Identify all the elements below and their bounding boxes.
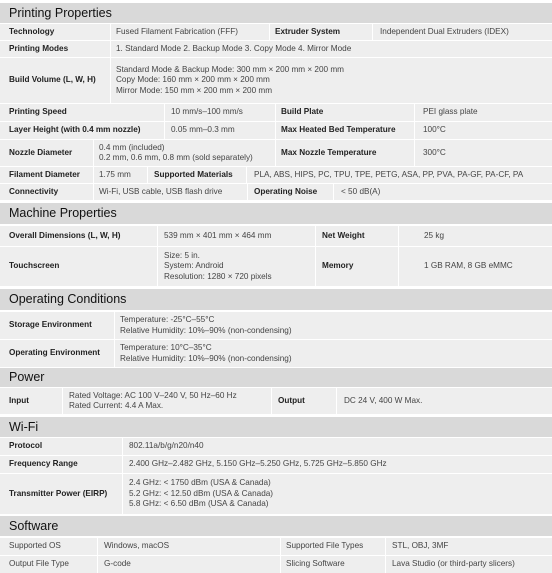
output-label: Output [278, 395, 305, 405]
max-nozzle-temp-value: 300°C [423, 147, 446, 157]
section-power: Power [0, 368, 552, 387]
supported-materials-value: PLA, ABS, HIPS, PC, TPU, TPE, PETG, ASA, PP, PVA, PA-GF, PA-CF, PA [254, 169, 524, 179]
row-connectivity [0, 184, 552, 200]
row-printing-modes [0, 41, 552, 57]
touchscreen-label: Touchscreen [9, 261, 60, 271]
operating-environment-label: Operating Environment [9, 348, 100, 358]
nozzle-diameter-line: 0.2 mm, 0.6 mm, 0.8 mm (sold separately) [99, 153, 253, 162]
build-volume-line: Mirror Mode: 150 mm × 200 mm × 200 mm [116, 85, 273, 95]
build-plate-value: PEI glass plate [423, 107, 478, 117]
section-wifi: Wi-Fi [0, 417, 552, 437]
storage-environment-line: Relative Humidity: 10%–90% (non-condensing) [120, 325, 292, 335]
operating-environment-line: Temperature: 10°C–35°C [120, 343, 212, 352]
transmitter-power-line: 5.2 GHz: < 12.50 dBm (USA & Canada) [129, 488, 274, 498]
nozzle-diameter-line: 0.4 mm (included) [99, 142, 165, 152]
printing-modes-label: Printing Modes [9, 43, 69, 53]
output-file-type-value: G-code [104, 559, 131, 569]
supported-file-types-label: Supported File Types [286, 541, 364, 551]
nozzle-diameter-value [99, 140, 253, 166]
operating-noise-label: Operating Noise [254, 186, 318, 196]
section-printing-properties: Printing Properties [0, 3, 552, 23]
net-weight-label: Net Weight [322, 230, 365, 240]
connectivity-value: Wi-Fi, USB cable, USB flash drive [99, 186, 223, 196]
overall-dimensions-value: 539 mm × 401 mm × 464 mm [164, 230, 272, 240]
protocol-label: Protocol [9, 441, 43, 451]
section-software: Software [0, 516, 552, 536]
transmitter-power-line: 5.8 GHz: < 6.50 dBm (USA & Canada) [129, 499, 269, 509]
max-nozzle-temp-label: Max Nozzle Temperature [281, 147, 377, 157]
connectivity-label: Connectivity [9, 186, 59, 196]
build-volume-label: Build Volume (L, W, H) [9, 75, 96, 85]
operating-environment-line: Relative Humidity: 10%–90% (non-condensing) [120, 353, 292, 363]
row-technology [0, 24, 552, 40]
row-frequency [0, 456, 552, 473]
row-layer-height [0, 122, 552, 139]
frequency-range-label: Frequency Range [9, 459, 78, 469]
protocol-value: 802.11a/b/g/n20/n40 [129, 441, 204, 451]
filament-diameter-label: Filament Diameter [9, 169, 80, 179]
printing-modes-value: 1. Standard Mode 2. Backup Mode 3. Copy Mode 4. Mirror Mode [116, 43, 352, 53]
row-power-input [0, 388, 552, 414]
section-machine-properties: Machine Properties [0, 203, 552, 224]
supported-os-value: Windows, macOS [104, 541, 170, 551]
row-protocol [0, 438, 552, 455]
frequency-range-value: 2.400 GHz–2.482 GHz, 5.150 GHz–5.250 GHz, 5.725 GHz–5.850 GHz [129, 459, 387, 469]
layer-height-label: Layer Height (with 0.4 mm nozzle) [9, 125, 141, 135]
extruder-system-value: Independent Dual Extruders (IDEX) [380, 26, 509, 36]
transmitter-power-label: Transmitter Power (EIRP) [9, 488, 108, 498]
touchscreen-line: Size: 5 in. [164, 250, 200, 260]
input-value [69, 388, 237, 414]
filament-diameter-value: 1.75 mm [99, 169, 131, 179]
storage-environment-label: Storage Environment [9, 320, 92, 330]
slicing-software-value: Lava Studio (or third-party slicers) [392, 559, 515, 569]
row-transmitter-power [0, 474, 552, 514]
input-line: Rated Voltage: AC 100 V–240 V, 50 Hz–60 Hz [69, 390, 237, 400]
operating-noise-value: < 50 dB(A) [341, 186, 381, 196]
row-operating-environment [0, 340, 552, 367]
row-nozzle-diameter [0, 140, 552, 166]
build-volume-line: Standard Mode & Backup Mode: 300 mm × 200 mm × 200 mm [116, 64, 344, 74]
supported-materials-label: Supported Materials [154, 169, 233, 179]
row-printing-speed [0, 104, 552, 121]
input-line: Rated Current: 4.4 A Max. [69, 401, 164, 410]
touchscreen-value [164, 247, 272, 286]
overall-dimensions-label: Overall Dimensions (L, W, H) [9, 230, 121, 240]
output-value: DC 24 V, 400 W Max. [344, 395, 423, 405]
layer-height-value: 0.05 mm–0.3 mm [171, 125, 235, 135]
build-plate-label: Build Plate [281, 107, 324, 117]
extruder-system-label: Extruder System [275, 26, 341, 36]
row-touchscreen [0, 247, 552, 286]
supported-os-label: Supported OS [9, 541, 61, 551]
printing-speed-label: Printing Speed [9, 107, 67, 117]
storage-environment-value [120, 312, 292, 339]
slicing-software-label: Slicing Software [286, 559, 345, 569]
printing-speed-value: 10 mm/s–100 mm/s [171, 107, 243, 117]
row-dimensions [0, 226, 552, 246]
max-bed-temp-value: 100°C [423, 125, 446, 135]
touchscreen-line: Resolution: 1280 × 720 pixels [164, 271, 272, 281]
memory-label: Memory [322, 261, 354, 271]
build-volume-value [116, 58, 344, 103]
output-file-type-label: Output File Type [9, 559, 69, 569]
row-filament [0, 167, 552, 183]
operating-environment-value [120, 340, 292, 367]
net-weight-value: 25 kg [424, 230, 445, 240]
row-output-file-type [0, 556, 552, 573]
build-volume-line: Copy Mode: 160 mm × 200 mm × 200 mm [116, 75, 270, 85]
nozzle-diameter-label: Nozzle Diameter [9, 147, 73, 157]
transmitter-power-line: 2.4 GHz: < 1750 dBm (USA & Canada) [129, 478, 271, 488]
technology-label: Technology [9, 26, 55, 36]
max-bed-temp-label: Max Heated Bed Temperature [281, 125, 396, 135]
memory-value: 1 GB RAM, 8 GB eMMC [424, 261, 513, 271]
storage-environment-line: Temperature: -25°C–55°C [120, 315, 215, 324]
input-label: Input [9, 395, 30, 405]
transmitter-power-value [129, 474, 273, 514]
touchscreen-line: System: Android [164, 261, 224, 271]
technology-value: Fused Filament Fabrication (FFF) [116, 26, 238, 36]
row-build-volume [0, 58, 552, 103]
section-operating-conditions: Operating Conditions [0, 289, 552, 310]
row-supported-os [0, 538, 552, 555]
supported-file-types-value: STL, OBJ, 3MF [392, 541, 449, 551]
row-storage-environment [0, 312, 552, 339]
